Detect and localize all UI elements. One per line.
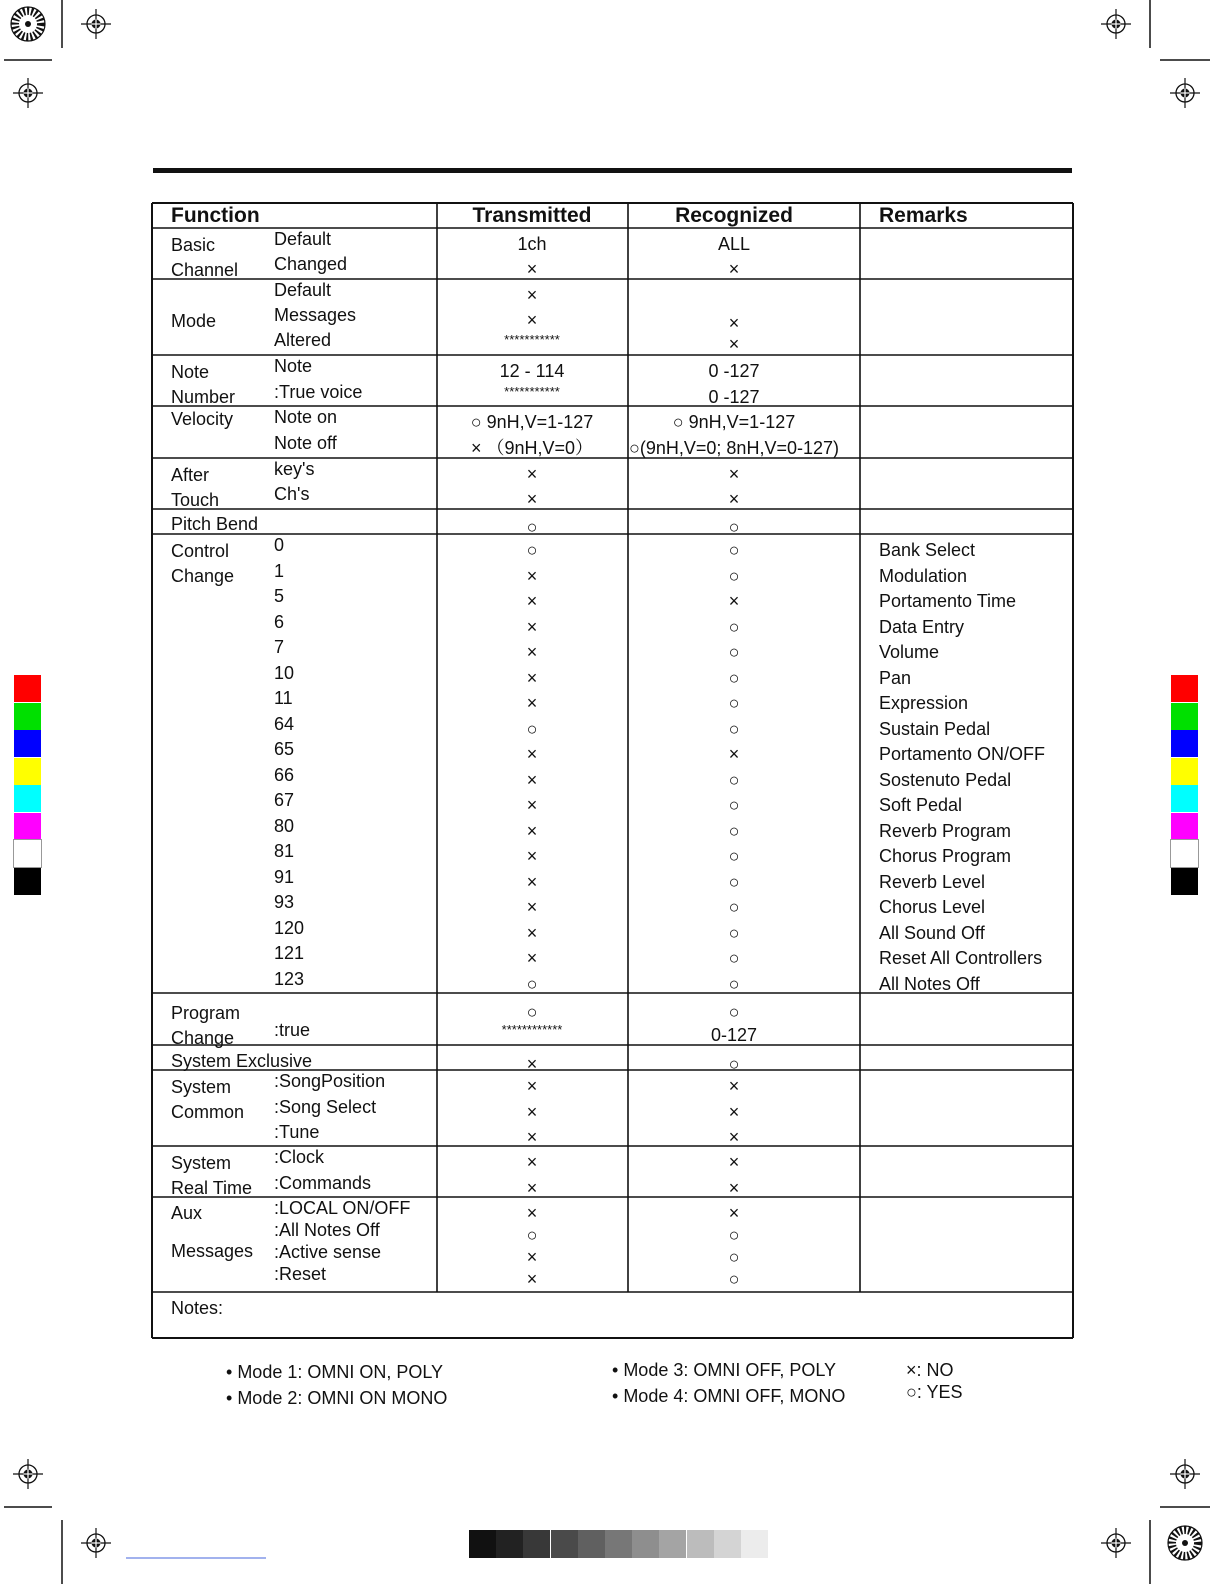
function-sub-label: Note: [274, 356, 313, 376]
recognized-value: ○: [728, 718, 740, 739]
function-sub-label: :True voice: [274, 382, 363, 402]
transmitted-value: ×: [526, 1054, 538, 1074]
transmitted-value: ○: [526, 973, 538, 994]
function-sub-label: 7: [274, 637, 285, 657]
starburst-icon: [1168, 1526, 1202, 1560]
registration-target-icon: [13, 1459, 43, 1489]
function-sub-label: :Commands: [274, 1173, 372, 1193]
transmitted-value: ×: [526, 1102, 538, 1122]
remark-text: Pan: [879, 667, 912, 688]
function-sub-label: :Song Select: [274, 1097, 377, 1117]
registration-target-icon: [1170, 78, 1200, 108]
transmitted-value: ×: [526, 285, 538, 305]
section-label: Messages: [171, 1241, 254, 1261]
transmitted-value: 12 - 114: [499, 361, 565, 381]
recognized-value: ○: [728, 846, 740, 866]
recognized-value: ×: [728, 334, 740, 354]
transmitted-value: ○: [526, 540, 538, 560]
transmitted-value: ○: [526, 1225, 538, 1245]
section-label: Real Time: [171, 1178, 253, 1198]
section-label: Basic: [171, 235, 216, 255]
recognized-value: ○: [728, 820, 740, 841]
function-sub-label: 5: [274, 586, 285, 606]
transmitted-value: ×: [526, 846, 538, 866]
remark-text: Sustain Pedal: [879, 718, 991, 739]
transmitted-value: ×: [526, 693, 538, 713]
function-sub-label: 10: [274, 662, 295, 683]
transmitted-value: ○ 9nH,V=1-127: [470, 412, 594, 432]
transmitted-value: ×: [526, 642, 538, 662]
remark-text: Chorus Program: [879, 846, 1012, 866]
function-sub-label: 120: [274, 917, 305, 938]
registration-target-icon: [81, 9, 111, 39]
recognized-value: ○: [728, 1247, 740, 1267]
transmitted-value: ************: [501, 1022, 563, 1037]
recognized-value: ○: [728, 1002, 740, 1022]
transmitted-value: ×: [526, 897, 538, 917]
legend-mode4: • Mode 4: OMNI OFF, MONO: [612, 1386, 846, 1406]
function-sub-label: 11: [274, 688, 293, 708]
recognized-value: ×: [728, 1127, 740, 1147]
function-sub-label: Messages: [274, 305, 357, 325]
remark-text: Data Entry: [879, 616, 965, 637]
function-sub-label: 6: [274, 611, 285, 632]
transmitted-value: ***********: [504, 332, 560, 347]
registration-target-icon: [81, 1528, 111, 1558]
recognized-value: ×: [728, 1203, 740, 1223]
section-label: Control: [171, 541, 230, 561]
recognized-value: ○: [728, 616, 740, 637]
header-transmitted: Transmitted: [472, 204, 592, 227]
function-sub-label: Ch's: [274, 484, 310, 504]
function-sub-label: 81: [274, 841, 295, 861]
transmitted-value: 1ch: [517, 234, 547, 254]
section-label: Common: [171, 1102, 245, 1122]
section-label: Mode: [171, 311, 217, 331]
recognized-value: ○: [728, 565, 740, 586]
function-sub-label: :Tune: [274, 1122, 320, 1142]
function-sub-label: :LOCAL ON/OFF: [274, 1198, 411, 1218]
section-label: Note: [171, 362, 210, 382]
recognized-value: ○: [728, 517, 740, 537]
recognized-value: 0 -127: [708, 387, 760, 407]
transmitted-value: ×: [526, 591, 538, 611]
recognized-value: ×: [728, 259, 740, 279]
function-sub-label: Note off: [274, 433, 337, 453]
transmitted-value: ×: [526, 667, 538, 688]
recognized-value: ×: [728, 313, 740, 333]
transmitted-value: ×: [526, 948, 538, 968]
recognized-value: ×: [728, 1102, 740, 1122]
remark-text: Soft Pedal: [879, 795, 963, 815]
recognized-value: ○: [728, 540, 740, 560]
section-label: System: [171, 1077, 232, 1097]
starburst-icon: [11, 7, 45, 41]
function-sub-label: Default: [274, 280, 332, 300]
header-function: Function: [171, 204, 260, 227]
recognized-value: ○: [728, 922, 740, 943]
recognized-value: ×: [728, 1152, 740, 1172]
function-sub-label: 66: [274, 764, 295, 785]
recognized-value: ○: [728, 769, 740, 790]
transmitted-value: ×: [526, 489, 538, 509]
function-sub-label: key's: [274, 459, 315, 479]
registration-target-icon: [1101, 1528, 1131, 1558]
transmitted-value: ×: [526, 769, 538, 790]
notes-label: Notes:: [171, 1298, 224, 1318]
function-sub-label: 93: [274, 892, 295, 912]
function-sub-label: :Active sense: [274, 1242, 382, 1262]
remark-text: Volume: [879, 642, 940, 662]
transmitted-value: ×: [526, 922, 538, 943]
function-sub-label: :true: [274, 1020, 311, 1040]
registration-target-icon: [1170, 1459, 1200, 1489]
transmitted-value: ×: [526, 1127, 538, 1147]
recognized-value: ○: [728, 1269, 740, 1289]
section-label: System Exclusive: [171, 1051, 313, 1071]
recognized-value: ○: [728, 897, 740, 917]
transmitted-value: ×: [526, 1076, 538, 1096]
recognized-value: ○(9nH,V=0; 8nH,V=0-127): [629, 438, 839, 458]
transmitted-value: ***********: [504, 384, 560, 399]
registration-target-icon: [13, 78, 43, 108]
function-sub-label: 0: [274, 535, 285, 555]
section-label: Channel: [171, 260, 239, 280]
transmitted-value: × （9nH,V=0）: [470, 438, 594, 458]
remark-text: Modulation: [879, 565, 968, 586]
function-sub-label: 121: [274, 943, 305, 963]
transmitted-value: ×: [526, 464, 538, 484]
recognized-value: ○: [728, 871, 740, 892]
function-sub-label: :Reset: [274, 1264, 327, 1284]
remark-text: All Notes Off: [879, 973, 980, 994]
section-label: Number: [171, 387, 236, 407]
remark-text: Reverb Program: [879, 820, 1012, 841]
function-sub-label: :All Notes Off: [274, 1220, 380, 1240]
transmitted-value: ×: [526, 1152, 538, 1172]
transmitted-value: ×: [526, 820, 538, 841]
legend-yes: ○: YES: [906, 1382, 963, 1402]
recognized-value: ○: [728, 667, 740, 688]
transmitted-value: ×: [526, 259, 538, 279]
remark-text: Portamento ON/OFF: [879, 744, 1046, 764]
recognized-value: ×: [728, 464, 740, 484]
transmitted-value: ×: [526, 795, 538, 815]
remark-text: Sostenuto Pedal: [879, 769, 1012, 790]
recognized-value: ○ 9nH,V=1-127: [672, 412, 796, 432]
recognized-value: ○: [728, 1225, 740, 1245]
function-sub-label: 123: [274, 968, 305, 989]
recognized-value: ×: [728, 591, 740, 611]
recognized-value: ○: [728, 693, 740, 713]
transmitted-value: ○: [526, 718, 538, 739]
section-label: After: [171, 465, 210, 485]
function-sub-label: Default: [274, 229, 332, 249]
function-sub-label: 1: [274, 560, 285, 581]
recognized-value: 0-127: [710, 1025, 758, 1045]
remark-text: Expression: [879, 693, 969, 713]
recognized-value: ○: [728, 948, 740, 968]
recognized-value: ×: [728, 744, 740, 764]
remark-text: All Sound Off: [879, 922, 985, 943]
function-sub-label: :SongPosition: [274, 1071, 386, 1091]
transmitted-value: ×: [526, 1269, 538, 1289]
remark-text: Bank Select: [879, 540, 976, 560]
section-label: Touch: [171, 490, 220, 510]
transmitted-value: ×: [526, 310, 538, 330]
recognized-value: 0 -127: [708, 361, 760, 381]
remark-text: Chorus Level: [879, 897, 986, 917]
section-label: Velocity: [171, 409, 234, 429]
remark-text: Reset All Controllers: [879, 948, 1043, 968]
section-label: System: [171, 1153, 232, 1173]
transmitted-value: ×: [526, 1178, 538, 1198]
transmitted-value: ×: [526, 565, 538, 586]
section-label: Program: [171, 1003, 241, 1023]
transmitted-value: ○: [526, 1002, 538, 1022]
recognized-value: ×: [728, 1178, 740, 1198]
section-label: Change: [171, 1028, 235, 1048]
legend-no: ×: NO: [906, 1360, 954, 1380]
registration-target-icon: [1101, 9, 1131, 39]
function-sub-label: Changed: [274, 254, 348, 274]
legend-mode3: • Mode 3: OMNI OFF, POLY: [612, 1360, 837, 1380]
function-sub-label: 64: [274, 713, 295, 734]
section-label: Pitch Bend: [171, 514, 259, 534]
section-label: Change: [171, 566, 235, 586]
section-label: Aux: [171, 1203, 203, 1223]
header-recognized: Recognized: [675, 204, 793, 227]
function-sub-label: 91: [274, 866, 295, 887]
recognized-value: ○: [728, 973, 740, 994]
legend-mode1: • Mode 1: OMNI ON, POLY: [226, 1362, 444, 1382]
function-sub-label: :Clock: [274, 1147, 325, 1167]
function-sub-label: 65: [274, 739, 295, 759]
function-sub-label: 67: [274, 790, 295, 810]
recognized-value: ×: [728, 489, 740, 509]
recognized-value: ○: [728, 1054, 740, 1074]
legend-mode2: • Mode 2: OMNI ON MONO: [226, 1388, 448, 1408]
remark-text: Reverb Level: [879, 871, 986, 892]
recognized-value: ○: [728, 795, 740, 815]
transmitted-value: ×: [526, 616, 538, 637]
remark-text: Portamento Time: [879, 591, 1017, 611]
transmitted-value: ×: [526, 871, 538, 892]
function-sub-label: Note on: [274, 407, 338, 427]
transmitted-value: ○: [526, 517, 538, 537]
function-sub-label: 80: [274, 815, 295, 836]
transmitted-value: ×: [526, 744, 538, 764]
recognized-value: ×: [728, 1076, 740, 1096]
transmitted-value: ×: [526, 1203, 538, 1223]
recognized-value: ○: [728, 642, 740, 662]
function-sub-label: Altered: [274, 330, 332, 350]
recognized-value: ALL: [717, 234, 751, 254]
transmitted-value: ×: [526, 1247, 538, 1267]
header-remarks: Remarks: [879, 204, 968, 227]
